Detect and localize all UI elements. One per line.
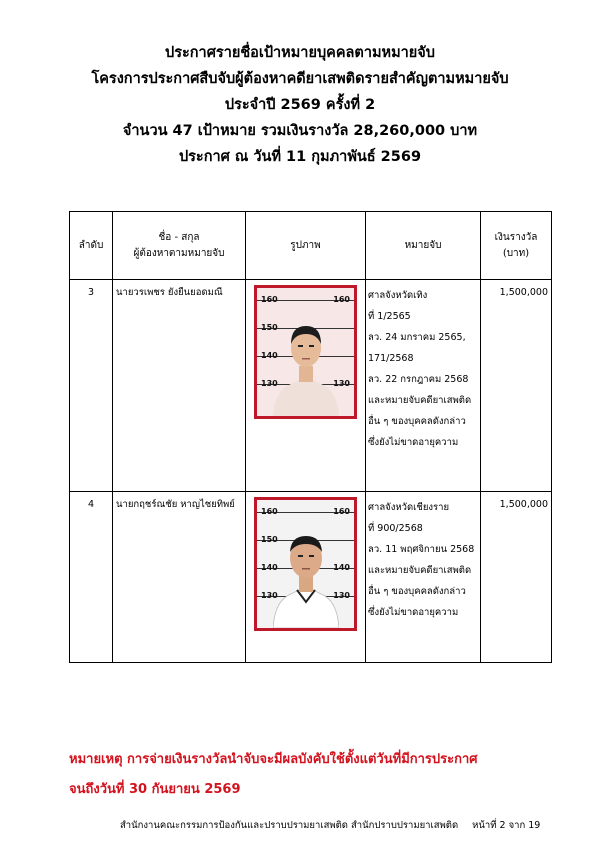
- header-project: โครงการประกาศสืบจับผู้ต้องหาคดียาเสพติดรายสำคัญตามหมายจับ: [91, 71, 509, 87]
- warrant-line: อื่น ๆ ของบุคคลดังกล่าว: [368, 586, 466, 597]
- col-header-reward: [481, 212, 552, 280]
- warrant-line: ซึ่งยังไม่ขาดอายุความ: [368, 437, 459, 448]
- col-header-name-1: ชื่อ - สกุล: [158, 231, 200, 243]
- warrant-line: ที่ 900/2568: [368, 523, 423, 534]
- mugshot-photo: [254, 497, 357, 631]
- footer-office: สำนักงานคณะกรรมการป้องกันและปราบปรามยาเสพติด สำนักปราบปรามยาเสพติด: [120, 820, 459, 831]
- height-mark: 150: [261, 323, 278, 332]
- header-year: ประจำปี 2569 ครั้งที่ 2: [224, 97, 376, 113]
- height-mark: 140: [261, 351, 278, 360]
- col-header-warrant: หมายจับ: [366, 212, 481, 280]
- table-row: [70, 280, 552, 492]
- warrant-line: 171/2568: [368, 353, 414, 364]
- warrant-line: และหมายจับคดียาเสพติด: [368, 395, 472, 406]
- warrant-line: ที่ 1/2565: [368, 311, 411, 322]
- height-mark: 140: [261, 563, 278, 572]
- row-no: 4: [70, 492, 113, 663]
- header-date: ประกาศ ณ วันที่ 11 กุมภาพันธ์ 2569: [178, 149, 422, 165]
- row-reward: 1,500,000: [481, 280, 552, 492]
- row-name: นายวรเพชร ยังยืนยอดมณี: [113, 280, 246, 492]
- height-mark: 160: [333, 507, 350, 516]
- announcement-header: [0, 40, 600, 170]
- row-reward: 1,500,000: [481, 492, 552, 663]
- row-warrant: [366, 492, 481, 663]
- header-title: ประกาศรายชื่อเป้าหมายบุคคลตามหมายจับ: [165, 45, 435, 61]
- warrant-line: อื่น ๆ ของบุคคลดังกล่าว: [368, 416, 466, 427]
- col-header-photo: รูปภาพ: [246, 212, 366, 280]
- height-mark: 130: [333, 379, 350, 388]
- person-silhouette-icon: [273, 520, 339, 628]
- col-header-no: ลำดับ: [70, 212, 113, 280]
- row-warrant: [366, 280, 481, 492]
- col-header-reward-1: เงินรางวัล: [494, 231, 538, 243]
- warrant-line: ลว. 24 มกราคม 2565,: [368, 332, 466, 343]
- height-mark: 140: [333, 563, 350, 572]
- table-header-row: [70, 212, 552, 280]
- table-row: [70, 492, 552, 663]
- height-mark: 130: [333, 591, 350, 600]
- warrant-line: ศาลจังหวัดเทิง: [368, 290, 428, 301]
- height-mark: 150: [261, 535, 278, 544]
- mugshot-photo: [254, 285, 357, 419]
- col-header-name-2: ผู้ต้องหาตามหมายจับ: [133, 247, 225, 259]
- note-line-1: หมายเหตุ การจ่ายเงินรางวัลนำจับจะมีผลบังคับใช้ตั้งแต่วันที่มีการประกาศ: [69, 752, 478, 767]
- height-mark: 160: [261, 507, 278, 516]
- row-photo-cell: [246, 280, 366, 492]
- height-mark: 160: [261, 295, 278, 304]
- person-silhouette-icon: [273, 308, 339, 416]
- col-header-name: [113, 212, 246, 280]
- row-name: นายกฤชร์ณชัย หาญไชยทิพย์: [113, 492, 246, 663]
- wanted-table: [69, 211, 552, 663]
- warrant-line: ลว. 11 พฤศจิกายน 2568: [368, 544, 475, 555]
- height-mark: 130: [261, 379, 278, 388]
- height-mark: 130: [261, 591, 278, 600]
- page-footer: [120, 818, 540, 833]
- header-total: จำนวน 47 เป้าหมาย รวมเงินรางวัล 28,260,000 บาท: [122, 123, 478, 139]
- warrant-line: และหมายจับคดียาเสพติด: [368, 565, 472, 576]
- row-photo-cell: [246, 492, 366, 663]
- height-mark: 160: [333, 295, 350, 304]
- warrant-line: ซึ่งยังไม่ขาดอายุความ: [368, 607, 459, 618]
- col-header-reward-2: (บาท): [502, 247, 530, 259]
- page-number: หน้าที่ 2 จาก 19: [472, 820, 541, 831]
- note-line-2: จนถึงวันที่ 30 กันยายน 2569: [69, 782, 241, 797]
- row-no: 3: [70, 280, 113, 492]
- warrant-line: ลว. 22 กรกฎาคม 2568: [368, 374, 469, 385]
- reward-note: [69, 745, 478, 805]
- warrant-line: ศาลจังหวัดเชียงราย: [368, 502, 450, 513]
